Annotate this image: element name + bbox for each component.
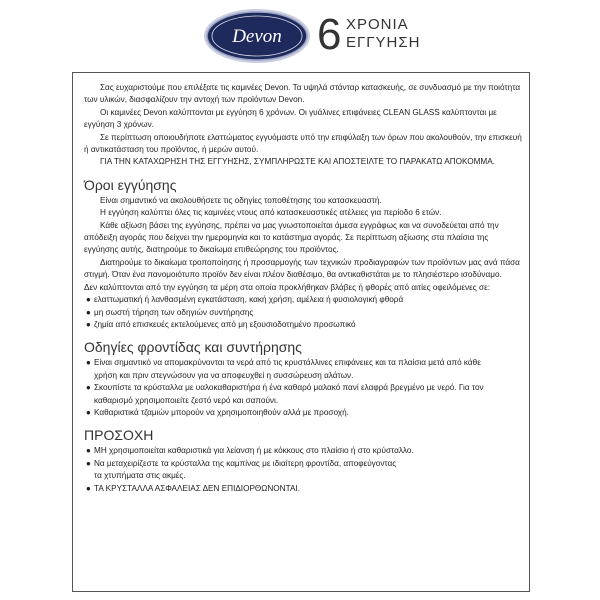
care-text: Καθαριστικά τζαμιών μπορούν να χρησιμοποιηθούν αλλά με προσοχή.: [94, 407, 349, 417]
intro-paragraph: Οι καμινέες Devon καλύπτονται με εγγύηση 6 χρόνων. Οι γυάλινες επιφάνειες CLEAN GLASS καλύπτονται με εγγύηση 3 χρόνων.: [84, 107, 497, 130]
bullet-icon: ●: [86, 383, 91, 393]
exclusion-item: [84, 307, 522, 319]
document-body: [84, 82, 522, 495]
caution-item: [84, 458, 522, 470]
warranty-years-label: ΧΡΟΝΙΑ: [346, 16, 409, 33]
bullet-icon: ●: [86, 358, 91, 368]
bullet-icon: ●: [86, 319, 91, 329]
bullet-icon: ●: [86, 446, 91, 456]
exclusion-text: ελαττωματική ή λανθασμένη εγκατάσταση, κακή χρήση, αμέλεια ή φυσιολογική φθορά: [94, 295, 404, 305]
caution-text: ΤΑ ΚΡΥΣΤΑΛΛΑ ΑΣΦΑΛΕΙΑΣ ΔΕΝ ΕΠΙΔΙΟΡΘΩΝΟΝΤΑΙ.: [94, 483, 300, 493]
terms-paragraph: Κάθε αξίωση βάσει της εγγύησης, πρέπει να μας γνωστοποιείται άμεσα εγγράφως και να συνοδεύεται από την απόδειξη αγοράς που δείχνει την ημερομηνία και το κατάστημα αγοράς. Σε περίπτωση αξίωσης στα πλαίσια της εγγύησης αυτής, διατηρούμε το δικαίωμα επιθεώρησης του προϊόντος.: [84, 220, 499, 255]
intro-paragraph: Σας ευχαριστούμε που επιλέξατε τις καμινέες Devon. Τα υψηλά στάνταρ κατασκευής, σε συνδυασμό με την ποιότητα των υλικών, διασφαλίζουν την αντοχή των προϊόντων Devon.: [84, 83, 521, 105]
care-text: Είναι σημαντικό να απομακρύνονται τα νερά από τις κρυστάλλινες επιφάνειες και τα πλαίσια μετά από κάθε: [94, 358, 481, 368]
exclusions-intro: Δεν καλύπτονται από την εγγύηση τα μέρη στα οποία προκλήθηκαν βλάβες ή φθορές από αιτίες οφειλόμενες σε:: [84, 282, 490, 292]
bullet-icon: ●: [86, 295, 91, 305]
devon-logo: [203, 8, 311, 64]
exclusion-text: ζημία από επισκευές εκτελούμενες από μη εξουσιοδοτημένο προσωπικό: [94, 319, 356, 329]
warranty-years-number: 6: [317, 10, 342, 59]
care-text: Σκουπίστε τα κρύσταλλα με υαλοκαθαριστήρα ή ένα καθαρό μαλακό πανί ελαφρά βρεγμένο με νερό. Για τον: [94, 383, 484, 393]
terms-paragraph: Είναι σημαντικό να ακολουθήσετε τις οδηγίες τοποθέτησης του κατασκευαστή.: [100, 195, 382, 205]
care-item: [84, 357, 522, 369]
caution-item: [84, 483, 522, 495]
caution-text: ΜΗ χρησιμοποιείται καθαριστικά για λείανση ή με κόκκους στο πλαίσιο ή στο κρύσταλλο.: [94, 446, 414, 456]
terms-paragraph: Διατηρούμε το δικαίωμα τροποποίησης ή προσαρμογής των τεχνικών προδιαγραφών των προϊόντων μας ανά πάσα στιγμή. Όταν ένα πανομοιότυπο προϊόν δεν είναι πλέον διαθέσιμο, θα αντικαθιστάται με το πλησιέστερο ισοδύναμο.: [84, 257, 520, 280]
care-item-continuation: χρήση και πριν στεγνώσουν για να αποφευχθεί η συσσώρευση αλάτων.: [94, 370, 354, 380]
exclusion-item: [84, 294, 522, 306]
terms-heading: Όροι εγγύησης: [84, 176, 177, 193]
exclusion-item: [84, 319, 522, 331]
bullet-icon: ●: [86, 458, 91, 468]
brand-text: Devon: [232, 26, 282, 47]
warranty-guarantee-label: ΕΓΓΥΗΣΗ: [346, 34, 421, 51]
care-item: [84, 382, 522, 394]
intro-paragraph: Σε περίπτωση οποιουδήποτε ελαττώματος εγγυόμαστε υπό την επιφύλαξη των όρων που ακολουθούν, την επισκευή ή αντικατάσταση του προϊόντος, ή μερών αυτού.: [84, 132, 522, 155]
header: [0, 0, 600, 72]
caution-text: Να μεταχειρίζεστε τα κρύσταλλα της καμπίνας με ιδιαίτερη φροντίδα, αποφεύγοντας: [94, 458, 397, 468]
caution-item: [84, 445, 522, 457]
care-item: [84, 407, 522, 419]
care-heading: Οδηγίες φροντίδας και συντήρησης: [84, 339, 302, 356]
bullet-icon: ●: [86, 307, 91, 317]
exclusion-text: μη σωστή τήρηση των οδηγιών συντήρησης: [94, 307, 254, 317]
bullet-icon: ●: [86, 407, 91, 417]
terms-paragraph: Η εγγύηση καλύπτει όλες τις καμινέες ντους από κατασκευαστικές ατέλειες για περίοδο 6 ετών.: [100, 208, 442, 218]
caution-item-continuation: τα χτυπήματα στις ακμές.: [94, 471, 186, 481]
care-item-continuation: καθαρισμό χρησιμοποιείτε ζεστό νερό και σαπούνι.: [94, 395, 279, 405]
registration-notice: ΓΙΑ ΤΗΝ ΚΑΤΑΧΩΡΗΣΗ ΤΗΣ ΕΓΓΥΗΣΗΣ, ΣΥΜΠΛΗΡΩΣΤΕ ΚΑΙ ΑΠΟΣΤΕΙΛΤΕ ΤΟ ΠΑΡΑΚΑΤΩ ΑΠΟΚΟΜΜΑ.: [100, 157, 495, 167]
bullet-icon: ●: [86, 483, 91, 493]
caution-heading: ΠΡΟΣΟΧΗ: [84, 427, 154, 444]
